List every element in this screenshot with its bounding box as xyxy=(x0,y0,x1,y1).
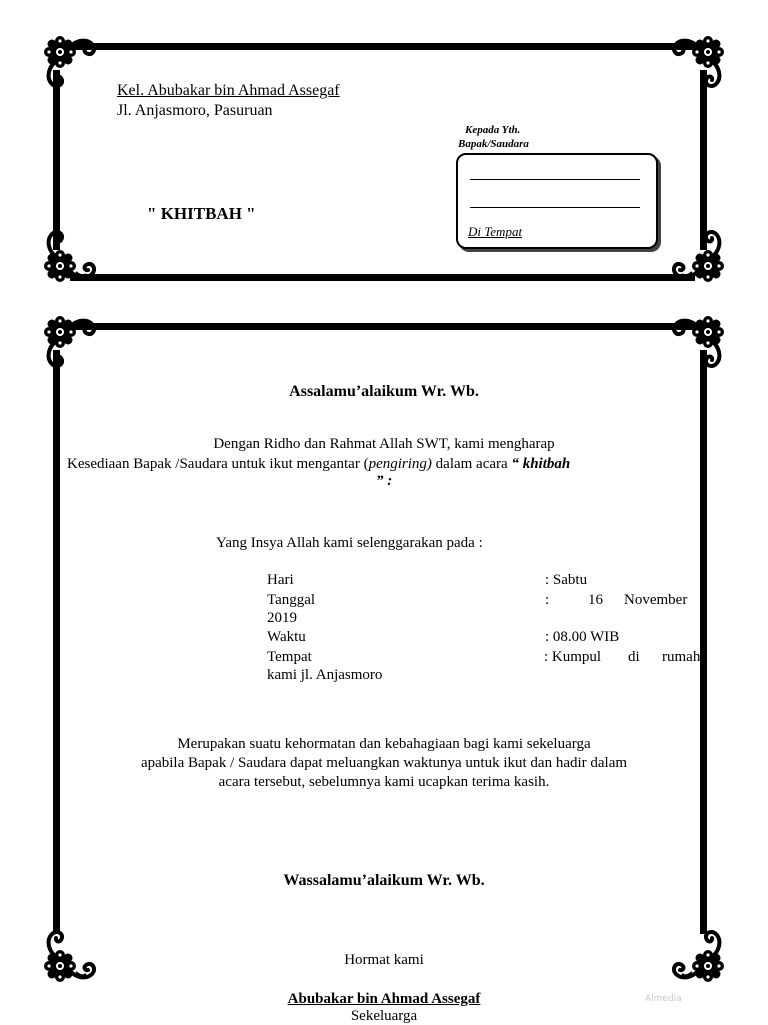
floral-corner-icon xyxy=(664,222,728,286)
greeting: Assalamu’alaikum Wr. Wb. xyxy=(289,383,479,400)
envelope-top-border xyxy=(70,43,695,50)
di-tempat: Di Tempat xyxy=(468,224,523,239)
schedule-value-tempat-cont: kami jl. Anjasmoro xyxy=(267,667,383,683)
floral-corner-icon xyxy=(40,32,104,96)
to-label: Kepada Yth. xyxy=(465,124,521,136)
schedule-label-hari: Hari xyxy=(267,572,294,588)
schedule-intro: Yang Insya Allah kami selenggarakan pada : xyxy=(216,535,483,551)
schedule-value-waktu: : 08.00 WIB xyxy=(545,629,620,645)
watermark: Almedia xyxy=(645,994,682,1004)
intro-text: Kesediaan Bapak /Saudara untuk ikut mengantar ( xyxy=(67,456,369,472)
floral-corner-icon xyxy=(664,32,728,96)
event-name-end: ” : xyxy=(376,473,393,489)
envelope-title: " KHITBAH " xyxy=(147,204,256,223)
sender-address: Jl. Anjasmoro, Pasuruan xyxy=(117,102,273,119)
schedule-value-tempat: : Kumpul xyxy=(544,649,602,665)
schedule-value-tanggal-day: 16 xyxy=(588,592,603,608)
schedule-value-tanggal-year: 2019 xyxy=(267,610,297,626)
intro-line-1: Dengan Ridho dan Rahmat Allah SWT, kami mengharap xyxy=(213,436,555,452)
address-box xyxy=(456,153,658,249)
schedule-label-waktu: Waktu xyxy=(267,629,306,645)
intro-text: dalam acara xyxy=(431,456,512,472)
floral-corner-icon xyxy=(664,312,728,376)
schedule-label-tanggal: Tanggal xyxy=(267,592,316,608)
signer-sub: Sekeluarga xyxy=(350,1008,418,1024)
floral-corner-icon xyxy=(40,312,104,376)
floral-corner-icon xyxy=(40,222,104,286)
schedule-value-tanggal-month: November xyxy=(624,592,688,608)
sender-name: Kel. Abubakar bin Ahmad Assegaf xyxy=(117,82,340,99)
address-line xyxy=(470,207,640,208)
schedule-value-hari: : Sabtu xyxy=(545,572,588,588)
closing-line-2: apabila Bapak / Saudara dapat meluangkan waktunya untuk ikut dan hadir dalam xyxy=(140,755,628,771)
event-name: “ khitbah xyxy=(511,456,571,472)
schedule-value-tempat: di xyxy=(628,649,640,665)
intro-italic: pengiring) xyxy=(368,456,432,472)
intro-line-2 xyxy=(67,455,570,473)
closing-line-3: acara tersebut, sebelumnya kami ucapkan terima kasih. xyxy=(218,774,550,790)
envelope-bottom-border xyxy=(70,274,695,281)
farewell: Wassalamu’alaikum Wr. Wb. xyxy=(283,872,485,889)
schedule-value-tempat: rumah xyxy=(662,649,701,665)
intro-line-3 xyxy=(376,472,392,490)
to-label-recipient: Bapak/Saudara xyxy=(458,138,529,150)
signer-name: Abubakar bin Ahmad Assegaf xyxy=(287,991,481,1007)
address-line xyxy=(470,179,640,180)
letter-top-border xyxy=(70,323,695,330)
schedule-label-tempat: Tempat xyxy=(267,649,312,665)
schedule-value-tanggal-colon: : xyxy=(545,592,550,608)
regards: Hormat kami xyxy=(344,952,424,968)
closing-line-1: Merupakan suatu kehormatan dan kebahagiaan bagi kami sekeluarga xyxy=(177,736,591,752)
